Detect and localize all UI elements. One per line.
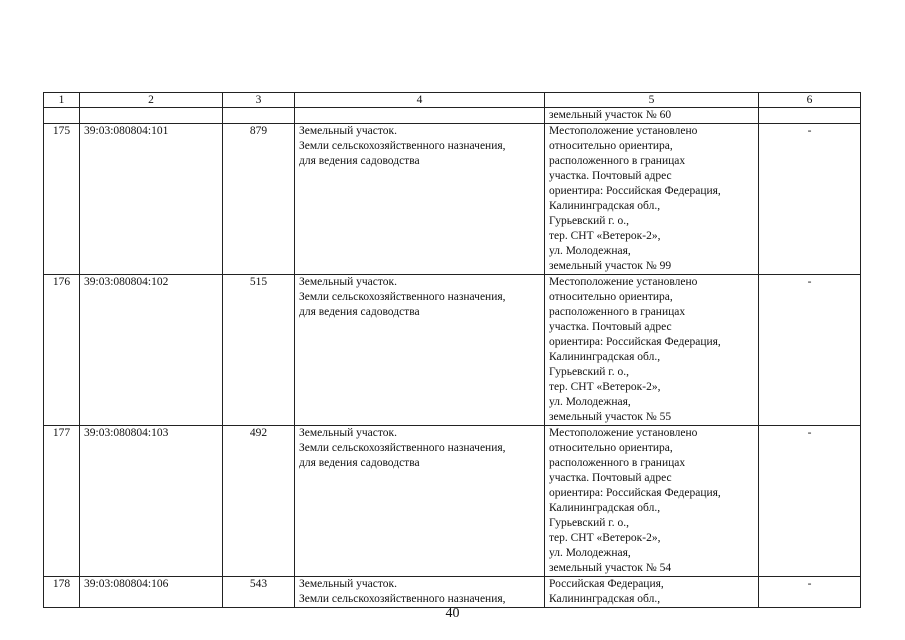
cell-description (295, 426, 545, 577)
location-line: Гурьевский г. о., (549, 517, 629, 529)
cell-number: 177 (44, 426, 80, 577)
header-col-6: 6 (759, 93, 861, 108)
description-line: для ведения садоводства (299, 155, 420, 167)
location-line: участка. Почтовый адрес (549, 321, 672, 333)
cell-note: - (759, 275, 861, 426)
location-line: Калининградская обл., (549, 593, 661, 605)
land-plots-table (43, 92, 861, 608)
description-line: Земли сельскохозяйственного назначения, (299, 593, 506, 605)
cell-location (545, 426, 759, 577)
description-line: Земли сельскохозяйственного назначения, (299, 291, 506, 303)
cell-note: - (759, 426, 861, 577)
cell-area: 515 (223, 275, 295, 426)
location-line: тер. СНТ «Ветерок-2», (549, 230, 661, 242)
cell-area: 492 (223, 426, 295, 577)
cell-cadastral: 39:03:080804:101 (80, 124, 223, 275)
location-line: ул. Молодежная, (549, 245, 631, 257)
table-header (44, 93, 861, 108)
description-line: Земельный участок. (299, 578, 397, 590)
location-line: ориентира: Российская Федерация, (549, 336, 721, 348)
cell-location (545, 577, 759, 608)
description-line: Земельный участок. (299, 276, 397, 288)
cell-description (295, 577, 545, 608)
cell-note: - (759, 577, 861, 608)
cell-area: 879 (223, 124, 295, 275)
cell-location (545, 275, 759, 426)
description-line: Земли сельскохозяйственного назначения, (299, 140, 506, 152)
table-row (44, 426, 861, 577)
table-row (44, 124, 861, 275)
table-row-continuation (44, 108, 861, 124)
cell-cadastral: 39:03:080804:103 (80, 426, 223, 577)
location-line: ориентира: Российская Федерация, (549, 185, 721, 197)
cell-cadastral: 39:03:080804:106 (80, 577, 223, 608)
location-line: Российская Федерация, (549, 578, 664, 590)
location-line: Калининградская обл., (549, 502, 661, 514)
location-line: тер. СНТ «Ветерок-2», (549, 532, 661, 544)
location-line: Местоположение установлено (549, 276, 698, 288)
cell-location (545, 108, 759, 124)
table-row (44, 577, 861, 608)
description-line: Земельный участок. (299, 125, 397, 137)
location-line: земельный участок № 54 (549, 562, 672, 574)
description-line: Земельный участок. (299, 427, 397, 439)
location-line: участка. Почтовый адрес (549, 472, 672, 484)
cell-number (44, 108, 80, 124)
cell-note: - (759, 124, 861, 275)
location-line: Местоположение установлено (549, 427, 698, 439)
cell-area (223, 108, 295, 124)
description-line: для ведения садоводства (299, 306, 420, 318)
cell-description (295, 108, 545, 124)
header-col-5: 5 (545, 93, 759, 108)
location-line: земельный участок № 99 (549, 260, 672, 272)
location-line: земельный участок № 60 (549, 109, 672, 121)
table-body (44, 108, 861, 608)
location-line: земельный участок № 55 (549, 411, 672, 423)
location-line: ул. Молодежная, (549, 547, 631, 559)
location-line: относительно ориентира, (549, 140, 673, 152)
location-line: расположенного в границах (549, 457, 686, 469)
cell-cadastral: 39:03:080804:102 (80, 275, 223, 426)
location-line: расположенного в границах (549, 306, 686, 318)
cell-number: 175 (44, 124, 80, 275)
header-col-1: 1 (44, 93, 80, 108)
cell-cadastral (80, 108, 223, 124)
location-line: расположенного в границах (549, 155, 686, 167)
description-line: Земли сельскохозяйственного назначения, (299, 442, 506, 454)
location-line: ул. Молодежная, (549, 396, 631, 408)
location-line: Калининградская обл., (549, 200, 661, 212)
location-line: Гурьевский г. о., (549, 215, 629, 227)
description-line: для ведения садоводства (299, 457, 420, 469)
location-line: Гурьевский г. о., (549, 366, 629, 378)
cell-description (295, 124, 545, 275)
cell-note (759, 108, 861, 124)
cell-description (295, 275, 545, 426)
location-line: тер. СНТ «Ветерок-2», (549, 381, 661, 393)
header-col-4: 4 (295, 93, 545, 108)
header-col-3: 3 (223, 93, 295, 108)
page-number: 40 (445, 606, 460, 621)
location-line: ориентира: Российская Федерация, (549, 487, 721, 499)
cell-number: 178 (44, 577, 80, 608)
location-line: относительно ориентира, (549, 291, 673, 303)
cell-number: 176 (44, 275, 80, 426)
cell-location (545, 124, 759, 275)
location-line: участка. Почтовый адрес (549, 170, 672, 182)
location-line: относительно ориентира, (549, 442, 673, 454)
location-line: Местоположение установлено (549, 125, 698, 137)
location-line: Калининградская обл., (549, 351, 661, 363)
table-row (44, 275, 861, 426)
header-col-2: 2 (80, 93, 223, 108)
cell-area: 543 (223, 577, 295, 608)
